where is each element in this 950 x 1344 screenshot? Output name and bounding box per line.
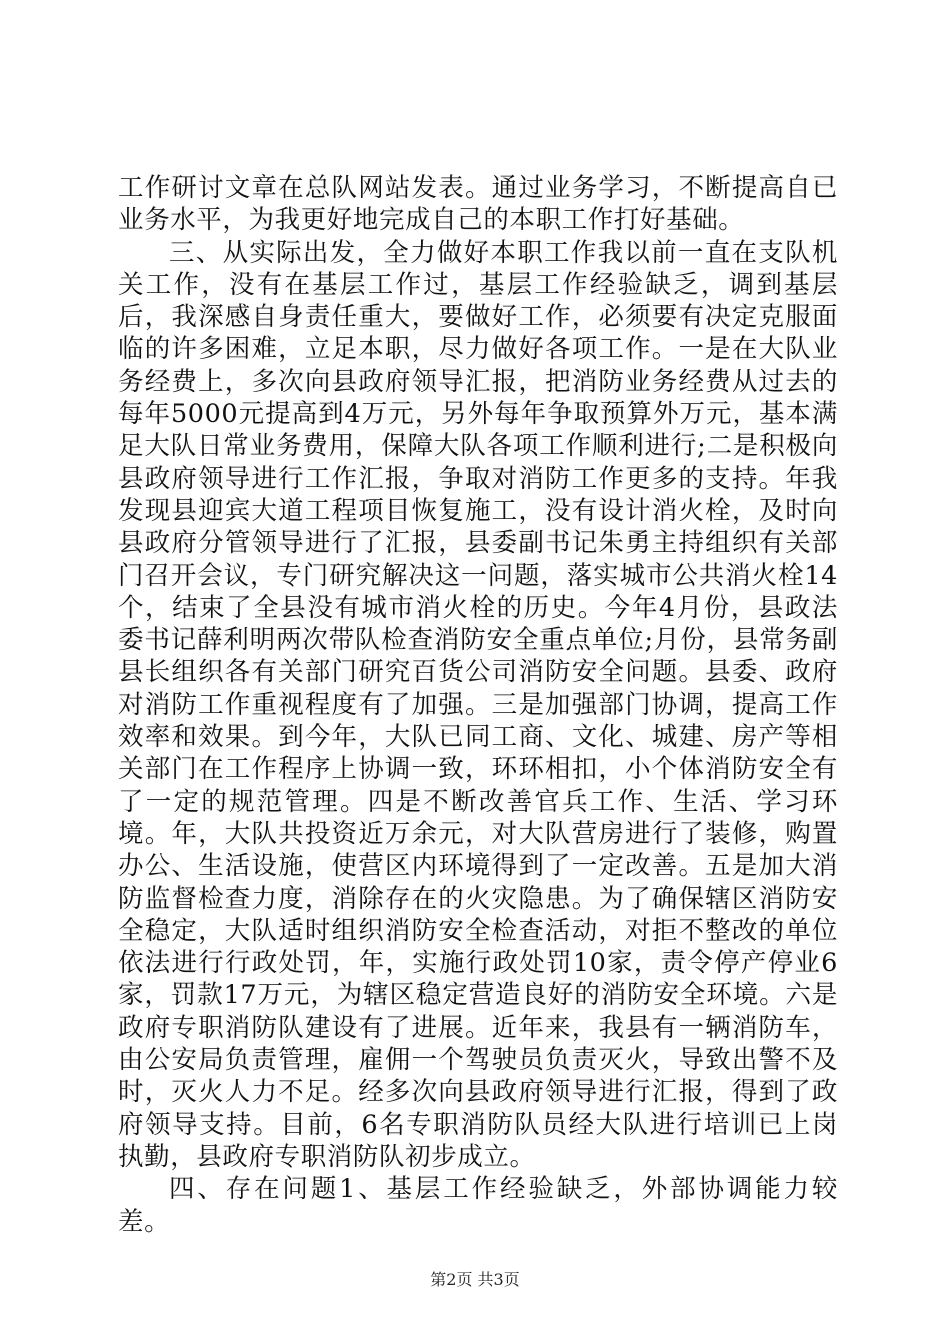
paragraph-2: 三、从实际出发，全力做好本职工作我以前一直在支队机关工作，没有在基层工作过，基层工作经验缺乏，调到基层后，我深感自身责任重大，要做好工作，必须要有决定克服面临的许多困难，立足本职，尽力做好各项工作。一是在大队业务经费上，多次向县政府领导汇报，把消防业务经费从过去的每年5000元提高到4万元，另外每年争取预算外万元，基本满足大队日常业务费用，保障大队各项工作顺利进行;二是积极向县政府领导进行工作汇报，争取对消防工作更多的支持。年我发现县迎宾大道工程项目恢复施工，没有设计消火栓，及时向县政府分管领导进行了汇报，县委副书记朱勇主持组织有关部门召开会议，专门研究解决这一问题，落实城市公共消火栓14个，结束了全县没有城市消火栓的历史。今年4月份，县政法委书记薛利明两次带队检查消防安全重点单位;月份，县常务副县长组织各有关部门研究百货公司消防安全问题。县委、政府对消防工作重视程度有了加强。三是加强部门协调，提高工作效率和效果。到今年，大队已同工商、文化、城建、房产等相关部门在工作程序上协调一致，环环相扣，小个体消防安全有了一定的规范管理。四是不断改善官兵工作、生活、学习环境。年，大队共投资近万余元，对大队营房进行了装修，购置办公、生活设施，使营区内环境得到了一定改善。五是加大消防监督检查力度，消除存在的火灾隐患。为了确保辖区消防安全稳定，大队适时组织消防安全检查活动，对拒不整改的单位依法进行行政处罚，年，实施行政处罚10家，责令停产停业6家，罚款17万元，为辖区稳定营造良好的消防安全环境。六是政府专职消防队建设有了进展。近年来，我县有一辆消防车，由公安局负责管理，雇佣一个驾驶员负责灭火，导致出警不及时，灭火人力不足。经多次向县政府领导进行汇报，得到了政府领导支持。目前，6名专职消防队员经大队进行培训已上岗执勤，县政府专职消防队初步成立。 [118,237,838,1172]
document-body [118,172,838,1238]
page-footer [0,1270,950,1290]
paragraph-3: 四、存在问题1、基层工作经验缺乏，外部协调能力较差。 [118,1174,838,1237]
paragraph-1: 工作研讨文章在总队网站发表。通过业务学习，不断提高自已业务水平，为我更好地完成自己的本职工作打好基础。 [118,173,838,236]
page-number-label: 第2页 共3页 [430,1270,520,1289]
